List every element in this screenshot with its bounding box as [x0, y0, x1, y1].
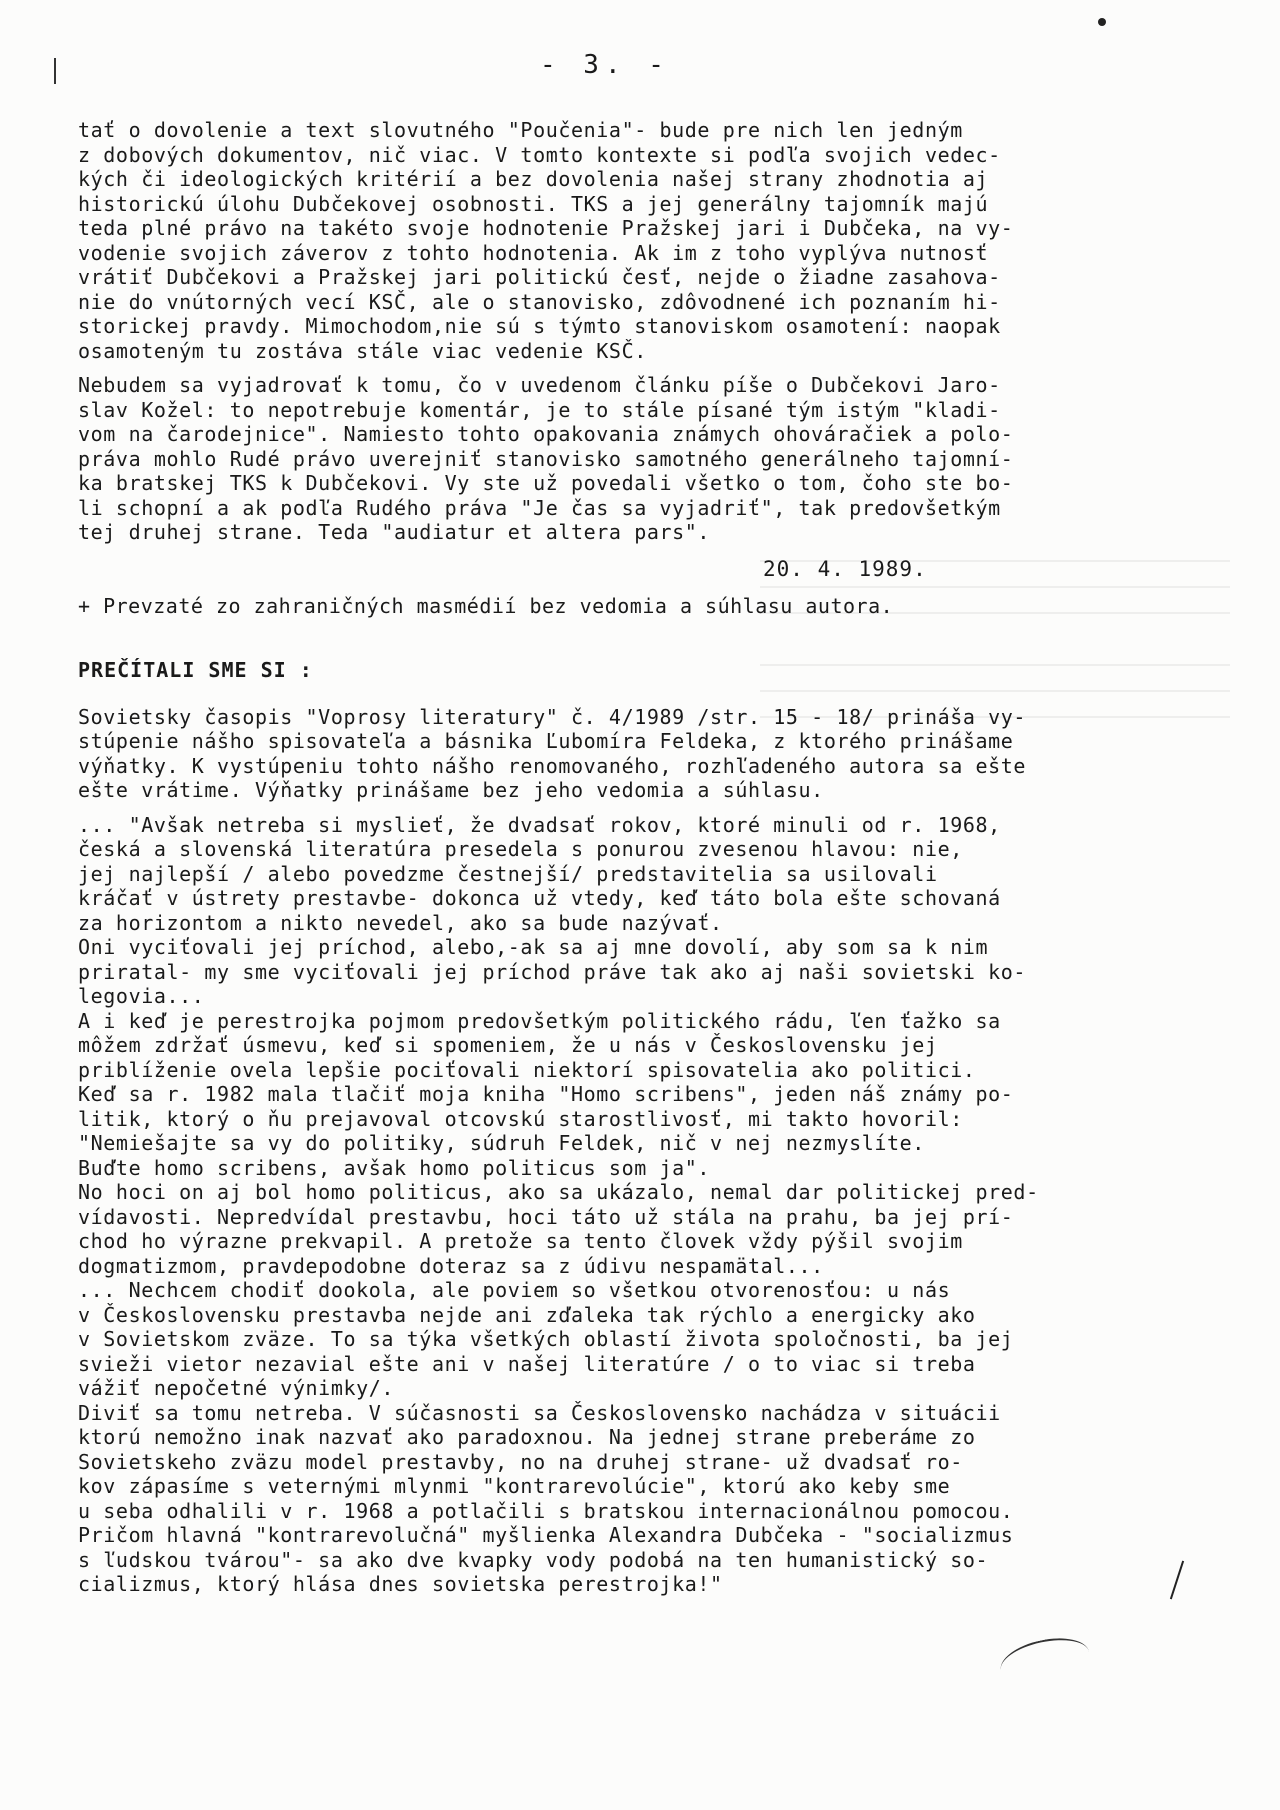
text-line: česká a slovenská literatúra presedela s ponurou zvesenou hlavou: nie, [78, 837, 963, 861]
text-line: Nebudem sa vyjadrovať k tomu, čo v uvedenom článku píše o Dubčekovi Jaro- [78, 373, 1001, 397]
section-heading: PREČÍTALI SME SI : [78, 657, 313, 682]
text-line: osamoteným tu zostáva stále viac vedenie KSČ. [78, 338, 647, 363]
text-line: A i keď je perestrojka pojmom predovšetkým politického rádu, ľen ťažko sa [78, 1008, 1001, 1033]
text-line: Sovietsky časopis "Voprosy literatury" č. 4/1989 /str. 15 - 18/ prináša vy- [78, 704, 1027, 729]
text-line: u seba odhalili v r. 1968 a potlačili s bratskou internacionálnou pomocou. [78, 1498, 1014, 1523]
text-line: priratal- my sme vyciťovali jej príchod práve tak ako aj naši sovietski ko- [78, 959, 1027, 984]
footnote: + Prevzaté zo zahraničných masmédií bez vedomia a súhlasu autora. [78, 593, 894, 618]
text-line: z dobových dokumentov, nič viac. V tomto kontexte si podľa svojich vedec- [78, 142, 1001, 167]
text-line: dogmatizmom, pravdepodobne doteraz sa z údivu nespamätal... [78, 1253, 824, 1278]
text-line: môžem zdržať úsmevu, keď si spomeniem, že u nás v Československu jej [78, 1033, 938, 1057]
text-line: Oni vyciťovali jej príchod, alebo,-ak sa aj mne dovolí, aby som sa k nim [78, 935, 989, 959]
text-line: kých či ideologických kritérií a bez dovolenia našej strany zhodnotia aj [78, 167, 989, 191]
text-line: svieži vietor nezavial ešte ani v našej literatúre / o to viac si treba [78, 1351, 976, 1376]
text-line: s ľudskou tvárou"- sa ako dve kvapky vody podobá na ten humanistický so- [78, 1547, 989, 1572]
margin-pencil-mark [54, 58, 56, 84]
text-line: Buďte homo scribens, avšak homo politicus som ja". [78, 1155, 711, 1180]
text-line: storickej pravdy. Mimochodom,nie sú s týmto stanoviskom osamotení: naopak [78, 314, 1001, 338]
text-line: tej druhej strane. Teda "audiatur et altera pars". [78, 520, 711, 544]
text-line: stúpenie nášho spisovateľa a básnika Ľubomíra Feldeka, z ktorého prinášame [78, 729, 1014, 753]
text-line: Keď sa r. 1982 mala tlačiť moja kniha "Homo scribens", jeden náš známy po- [78, 1082, 1014, 1106]
text-line: li schopní a ak podľa Rudého práva "Je čas sa vyjadriť", tak predovšetkým [78, 495, 1001, 520]
text-line: jej najlepší / alebo povedzme čestnejší/ predstavitelia sa usilovali [78, 861, 938, 886]
text-line: kov zápasíme s veternými mlynmi "kontrarevolúcie", ktorú ako keby sme [78, 1474, 951, 1498]
text-line: Pričom hlavná "kontrarevolučná" myšlienka Alexandra Dubčeka - "socializmus [78, 1523, 1014, 1547]
text-line: "Nemiešajte sa vy do politiky, súdruh Feldek, nič v nej nezmyslíte. [78, 1131, 925, 1155]
pen-curve-mark [997, 1631, 1094, 1691]
text-line: práva mohlo Rudé právo uverejniť stanovisko samotného generálneho tajomní- [78, 446, 1014, 471]
text-line: teda plné právo na takéto svoje hodnotenie Pražskej jari i Dubčeka, na vy- [78, 216, 1014, 240]
text-line: výňatky. K vystúpeniu tohto nášho renomovaného, rozhľadeného autora sa ešte [78, 753, 1027, 778]
paragraph-4 [78, 813, 1248, 1597]
text-line: tať o dovolenie a text slovutného "Poučenia"- bude pre nich len jedným [78, 118, 963, 142]
paragraph-1 [78, 118, 1248, 363]
text-line: kráčať v ústrety prestavbe- dokonca už vtedy, keď táto bola ešte schovaná [78, 886, 1001, 910]
text-line: v Sovietskom zväze. To sa týka všetkých oblastí života spoločnosti, ba jej [78, 1327, 1014, 1351]
text-line: cializmus, ktorý hlása dnes sovietska perestrojka!" [78, 1572, 723, 1596]
text-line: slav Kožel: to nepotrebuje komentár, je to stále písané tým istým "kladi- [78, 397, 1001, 422]
text-line: ... "Avšak netreba si myslieť, že dvadsať rokov, ktoré minuli od r. 1968, [78, 812, 1001, 837]
paragraph-3 [78, 705, 1248, 803]
text-line: ešte vrátime. Výňatky prinášame bez jeho vedomia a súhlasu. [78, 778, 824, 802]
ink-dot-mark [1098, 18, 1106, 26]
text-line: ktorú nemožno inak nazvať ako paradoxnou. Na jednej strane preberáme zo [78, 1425, 976, 1449]
text-line: legovia... [78, 984, 205, 1008]
text-line: za horizontom a nikto nevedel, ako sa bude nazývať. [78, 910, 723, 935]
text-line: Diviť sa tomu netreba. V súčasnosti sa Československo nachádza v situácii [78, 1400, 1001, 1425]
text-line: Sovietskeho zväzu model prestavby, no na druhej strane- už dvadsať ro- [78, 1449, 963, 1474]
text-line: No hoci on aj bol homo politicus, ako sa ukázalo, nemal dar politickej pred- [78, 1180, 1039, 1204]
text-line: v Československu prestavba nejde ani zďaleka tak rýchlo a energicky ako [78, 1302, 976, 1327]
text-line: vodenie svojich záverov z tohto hodnotenia. Ak im z toho vyplýva nutnosť [78, 240, 989, 265]
text-line: vídavosti. Nepredvídal prestavbu, hoci táto už stála na prahu, ba jej prí- [78, 1204, 1014, 1229]
page-number: - 3. - [540, 50, 670, 80]
text-line: chod ho výrazne prekvapil. A pretože sa tento človek vždy pýšil svojim [78, 1229, 963, 1253]
document-date: 20. 4. 1989. [763, 556, 927, 581]
text-line: priblíženie ovela lepšie pociťovali niektorí spisovatelia ako politici. [78, 1057, 976, 1082]
text-line: litik, ktorý o ňu prejavoval otcovskú starostlivosť, mi takto hovoril: [78, 1106, 963, 1131]
text-line: nie do vnútorných vecí KSČ, ale o stanovisko, zdôvodnené ich poznaním hi- [78, 289, 1001, 314]
paragraph-2 [78, 373, 1248, 545]
text-line: historickú úlohu Dubčekovej osobnosti. TKS a jej generálny tajomník majú [78, 191, 989, 216]
document-body [78, 118, 1248, 1597]
text-line: vrátiť Dubčekovi a Pražskej jari politickú česť, nejde o žiadne zasahova- [78, 265, 1001, 289]
text-line: ka bratskej TKS k Dubčekovi. Vy ste už povedali všetko o tom, čoho ste bo- [78, 471, 1014, 495]
text-line: vážiť nepočetné výnimky/. [78, 1376, 395, 1400]
text-line: ... Nechcem chodiť dookola, ale poviem so všetkou otvorenosťou: u nás [78, 1278, 951, 1302]
text-line: vom na čarodejnice". Namiesto tohto opakovania známych ohováračiek a polo- [78, 422, 1014, 446]
